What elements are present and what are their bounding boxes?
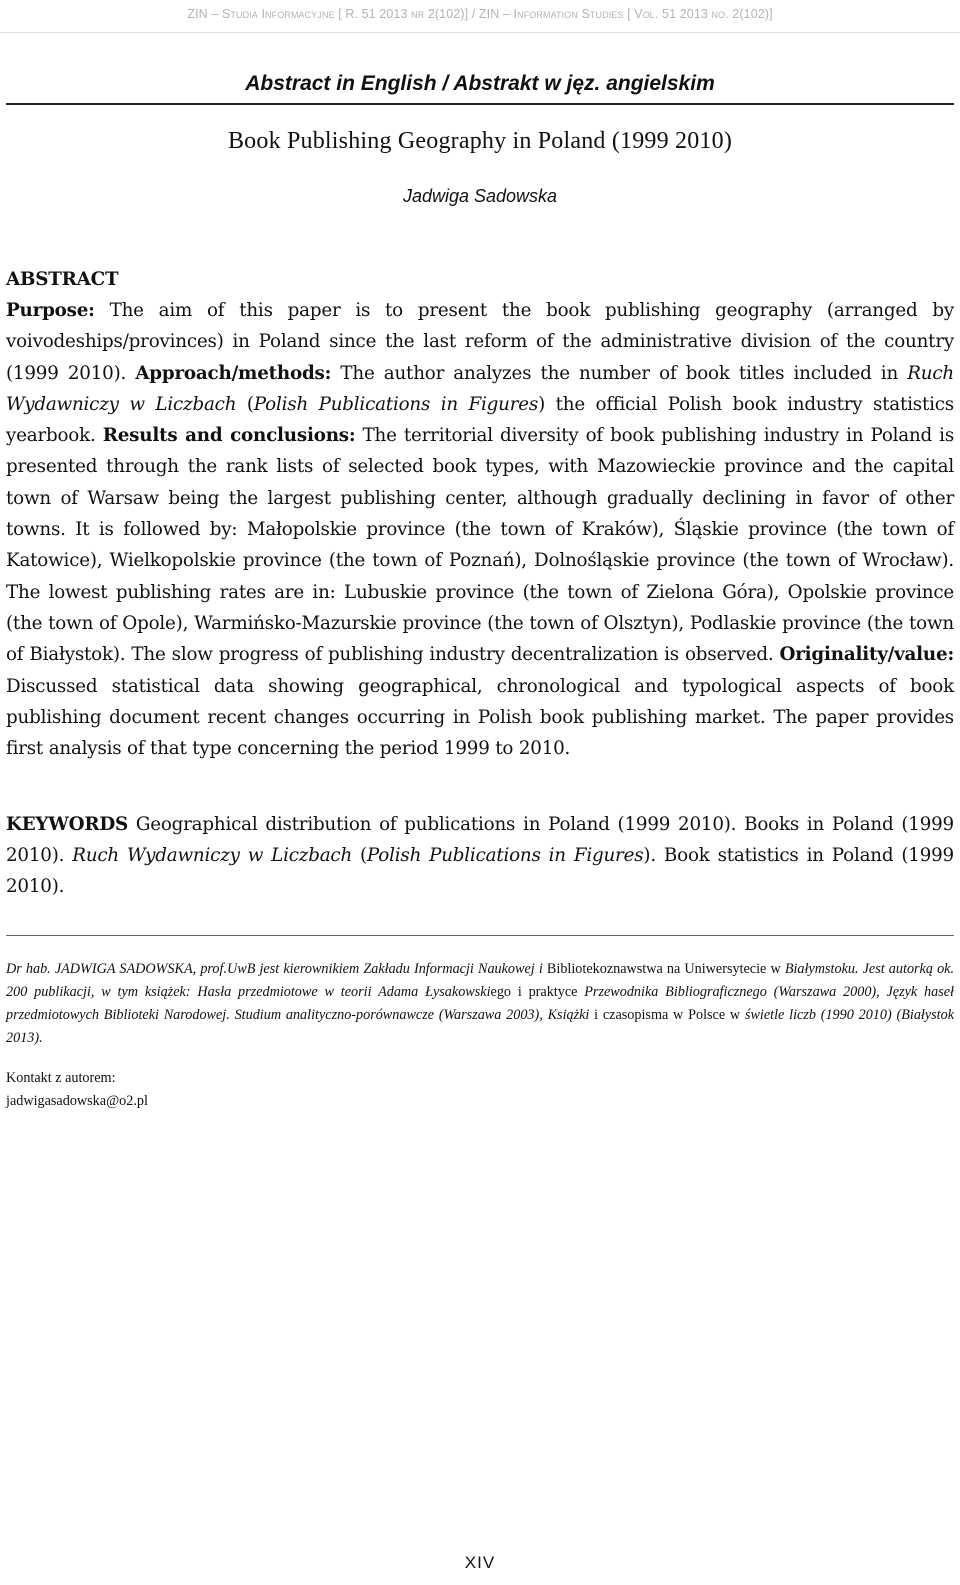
bio-part: ego i praktyce [490,984,585,1000]
approach-text: The author analyzes the number of book titles included in [331,362,908,384]
bio-part: świetle liczb (1990 2010) (Białystok 2013). [6,1007,955,1046]
author-contact [6,1067,954,1113]
article-author: Jadwiga Sadowska [402,186,558,206]
purpose-text: The aim of this paper is to present the book publishing geography (arranged by voivodeships/provinces) in Poland since the last reform of the administrative division of the country (1999 2010). [6,300,954,384]
section-divider [6,103,954,105]
keywords-label: KEYWORDS [6,814,128,835]
running-header: ZIN – Studia Informacyjne [ R. 51 2013 nr 2(102)] / ZIN – Information Studies [ Vol. 51 2013 no. 2(102)] [187,7,773,21]
bio-part: Przewodnika Bibliograficznego (Warszawa 2000), Język haseł przedmiotowych Biblioteki Narodowej. Studium analityczno-porównawcze (Warszawa 2003), Książki [6,984,954,1023]
author-bio [6,958,954,1050]
keywords-paren-open: ( [352,845,367,866]
contact-label: Kontakt z autorem: [6,1070,116,1086]
contact-email[interactable]: jadwigasadowska@o2.pl [6,1093,148,1109]
section-label: Abstract in English / Abstrakt w jęz. angielskim [245,72,715,95]
footnote-divider [6,935,954,936]
keywords-text: Geographical distribution of publications in Poland (1999 2010). Books in Poland (1999 2010). [6,814,954,866]
keywords-polish-publications-title: Polish Publications in Figures [366,845,644,866]
approach-label: Approach/methods: [135,362,332,384]
bio-part: Białymstoku. Jest autorką ok. 200 publikacji, w tym książek: Hasła przedmiotowe w teorii Adama Łysakowski [6,961,955,1000]
keywords-section [6,809,954,902]
purpose-label: Purpose: [6,300,95,321]
keywords-text-continued: ). Book statistics in Poland (1999 2010). [6,845,954,897]
article-title: Book Publishing Geography in Poland (1999 2010) [227,128,733,154]
paren-open: ( [236,393,254,415]
originality-text: Discussed statistical data showing geographical, chronological and typological aspects of book publishing document recent changes occurring in Polish book publishing market. The paper provides first analysis of that type concerning the period 1999 to 2010. [6,675,954,760]
bio-part: i czasopisma w Polsce w [594,1007,745,1023]
page-number: XIV [464,1553,496,1572]
abstract-body [6,265,954,764]
originality-label: Originality/value: [779,644,954,666]
results-label: Results and conclusions: [102,425,356,447]
approach-text-continued: ) the official Polish book industry statistics yearbook. [6,393,954,447]
header-divider [0,32,960,33]
bio-part: Dr hab. JADWIGA SADOWSKA, prof.UwB jest kierownikiem Zakładu Informacji Naukowej i [6,961,547,977]
abstract-heading: ABSTRACT [6,269,119,290]
polish-publications-title: Polish Publications in Figures [253,393,539,415]
results-text: The territorial diversity of book publishing industry in Poland is presented through the rank lists of selected book types, with Mazowieckie province and the capital town of Warsaw being the largest publishing center, although gradually declining in favor of other towns. It is followed by: Małopolskie province (the town of Kraków), Śląskie province (the town of Katowice), Wielkopolskie province (the town of Poznań), Dolnośląskie province (the town of Wrocław). The lowest publishing rates are in: Lubuskie province (the town of Zielona Góra), Opolskie province (the town of Opole), Warmińsko-Mazurskie province (the town of Olsztyn), Podlaskie province (the town of Białystok). The slow progress of publishing industry decentralization is observed. [6,425,954,666]
keywords-ruch-title: Ruch Wydawniczy w Liczbach [72,845,353,866]
ruch-title: Ruch Wydawniczy w Liczbach [6,362,954,415]
bio-part: Bibliotekoznawstwa na Uniwersytecie w [546,961,785,977]
